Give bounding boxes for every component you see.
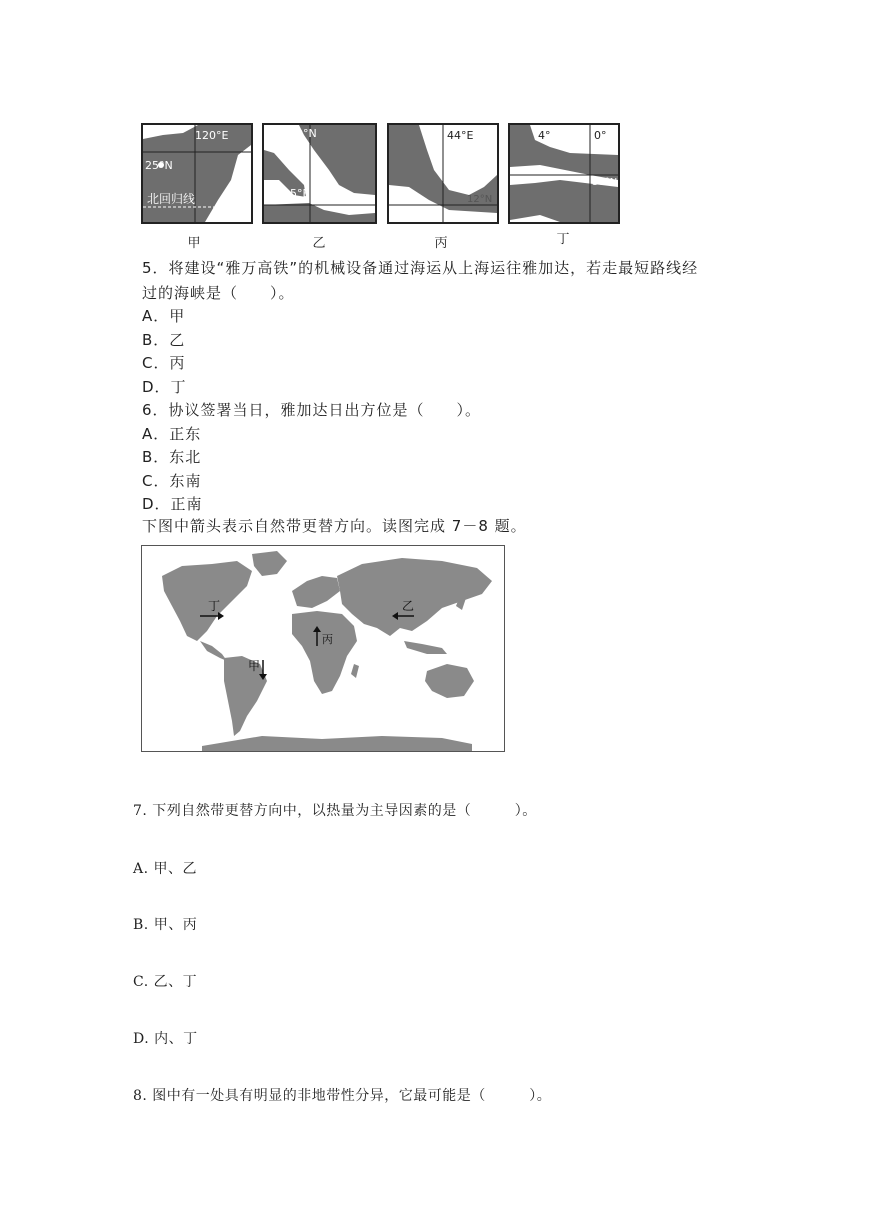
q8-stem: 8. 图中有一处具有明显的非地带性分异，它最可能是（ ）。 <box>133 1088 552 1104</box>
strait-map-ding-graphic <box>510 125 618 222</box>
q5-option-d: D．丁 <box>142 378 187 396</box>
strait-map-jia <box>141 123 253 224</box>
q6-option-c: C．东南 <box>142 472 202 490</box>
yi-coord-b: 0° <box>266 187 279 200</box>
strait-map-yi-label: 乙 <box>312 236 326 251</box>
q7-stem: 7. 下列自然带更替方向中，以热量为主导因素的是（ ）。 <box>133 803 537 819</box>
yi-coord-a: 10°N <box>289 127 317 140</box>
q5-option-b: B．乙 <box>142 331 186 349</box>
world-label-ding: 丁 <box>208 599 221 613</box>
jia-line-label: 北回归线 <box>147 192 196 206</box>
q6-option-a: A．正东 <box>142 425 202 443</box>
q5-option-a: A．甲 <box>142 307 186 325</box>
strait-map-bing-label: 丙 <box>434 236 448 251</box>
q7-option-c: C. 乙、丁 <box>133 974 198 990</box>
jia-coord-b: 25°N <box>145 159 173 172</box>
q5-stem-line1: 5．将建设“雅万高铁”的机械设备通过海运从上海运往雅加达，若走最短路线经 <box>142 259 699 277</box>
strait-map-ding <box>508 123 620 224</box>
q5-stem-line2: 过的海峡是（ ）。 <box>142 284 295 302</box>
q6-stem: 6．协议签署当日，雅加达日出方位是（ ）。 <box>142 401 482 419</box>
ding-coord-c: 30°N <box>592 177 618 188</box>
intro-text: 下图中箭头表示自然带更替方向。读图完成 7－8 题。 <box>142 517 527 535</box>
q7-option-b: B. 甲、丙 <box>133 917 198 933</box>
strait-map-ding-label: 丁 <box>556 232 570 247</box>
strait-map-bing-graphic <box>389 125 497 222</box>
strait-map-jia-graphic <box>143 125 251 222</box>
jia-coord-a: 120°E <box>195 129 229 142</box>
world-map-graphic <box>142 546 504 751</box>
ding-coord-a: 4° <box>538 129 551 142</box>
bing-coord-a: 44°E <box>447 129 474 142</box>
world-map <box>141 545 505 752</box>
q7-option-d: D. 内、丁 <box>133 1031 198 1047</box>
world-label-yi: 乙 <box>402 599 415 613</box>
strait-map-bing <box>387 123 499 224</box>
q7-option-a: A. 甲、乙 <box>133 861 198 877</box>
q5-option-c: C．丙 <box>142 354 186 372</box>
ding-coord-b: 0° <box>594 129 607 142</box>
world-label-bing: 丙 <box>322 633 333 646</box>
q6-option-d: D．正南 <box>142 495 203 513</box>
strait-map-yi-graphic <box>264 125 375 222</box>
world-label-jia: 甲 <box>248 659 261 673</box>
yi-coord-c: 5°E <box>290 187 310 200</box>
bing-coord-b: 12°N <box>467 194 493 205</box>
strait-map-jia-label: 甲 <box>187 236 201 251</box>
q6-option-b: B．东北 <box>142 448 202 466</box>
strait-map-yi <box>262 123 377 224</box>
